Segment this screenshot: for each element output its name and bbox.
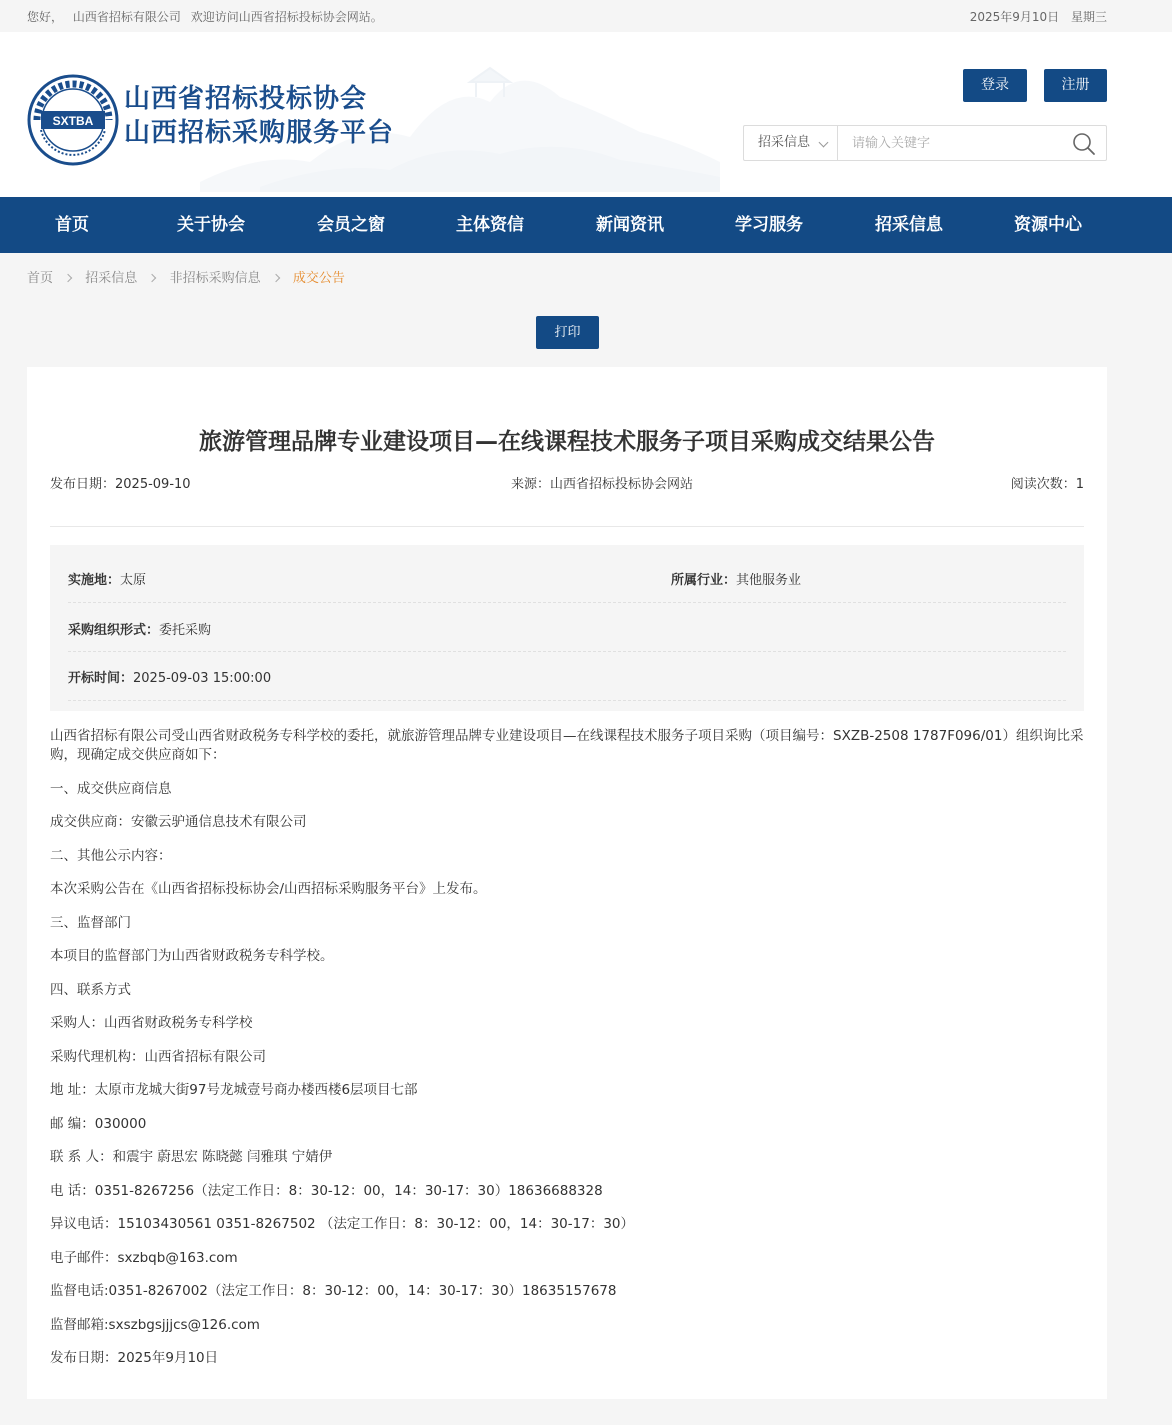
paragraph: 本次采购公告在《山西省招标投标协会/山西招标采购服务平台》上发布。	[50, 881, 487, 897]
main-nav	[0, 197, 1172, 253]
contact-postcode: 邮 编：030000	[50, 1116, 147, 1132]
login-button[interactable]: 登录	[963, 69, 1027, 102]
info-row-divider	[68, 602, 1066, 603]
breadcrumb-current: 成交公告	[292, 271, 345, 286]
current-date: 2025年9月10日	[969, 10, 1060, 24]
contact-purchaser: 采购人：山西省财政税务专科学校	[50, 1015, 253, 1031]
logo-abbreviation: SXTBA	[52, 114, 94, 128]
closing-publish-date: 发布日期：2025年9月10日	[50, 1350, 219, 1366]
contact-address: 地 址：太原市龙城大街97号龙城壹号商办楼西楼6层项目七部	[50, 1082, 418, 1098]
source-label: 来源：	[511, 477, 551, 492]
current-weekday: 星期三	[1070, 10, 1107, 24]
user-company: 山西省招标有限公司	[72, 10, 181, 24]
search-icon[interactable]	[1072, 132, 1096, 156]
info-row-divider	[68, 700, 1066, 701]
register-button[interactable]: 注册	[1044, 69, 1107, 102]
contact-objection-phone: 异议电话：15103430561 0351-8267502 （法定工作日：8：30-12：00，14：30-17：30）	[50, 1216, 634, 1232]
info-org-form-value: 委托采购	[159, 623, 212, 638]
contact-agency: 采购代理机构：山西省招标有限公司	[50, 1049, 266, 1065]
info-location-value: 太原	[120, 573, 147, 588]
chevron-down-icon	[819, 138, 829, 148]
site-title-line1: 山西省招标投标协会	[124, 84, 368, 114]
welcome-text	[27, 8, 389, 25]
chevron-right-icon	[148, 274, 156, 282]
top-bar	[0, 0, 1172, 32]
section-heading: 二、其他公示内容：	[50, 848, 172, 864]
contact-phone: 电 话：0351-8267256（法定工作日：8：30-12：00，14：30-17：30）18636688328	[50, 1183, 603, 1199]
info-location-label: 实施地：	[68, 573, 121, 588]
section-heading: 一、成交供应商信息	[50, 781, 172, 797]
search-bar	[743, 125, 1107, 161]
site-title[interactable]	[124, 82, 394, 150]
chevron-right-icon	[64, 274, 72, 282]
site-title-line2: 山西招标采购服务平台	[124, 118, 395, 148]
info-industry-value: 其他服务业	[736, 573, 802, 588]
article-panel	[27, 367, 1107, 1399]
info-open-time-label: 开标时间：	[68, 671, 134, 686]
info-location	[68, 569, 146, 588]
publish-date-label: 发布日期：	[50, 477, 116, 492]
article-intro: 山西省招标有限公司受山西省财政税务专科学校的委托，就旅游管理品牌专业建设项目—在线课程技术服务子项目采购（项目编号：SXZB-2508 1787F096/01）组织询比采购，现确定成交供应商如下：	[50, 728, 1084, 763]
source-value: 山西省招标投标协会网站	[550, 477, 694, 492]
nav-item-home[interactable]: 首页	[55, 215, 89, 235]
nav-item-news[interactable]: 新闻资讯	[596, 215, 664, 235]
info-org-form-label: 采购组织形式：	[68, 623, 160, 638]
info-org-form	[68, 619, 211, 638]
views-label: 阅读次数：	[1010, 477, 1076, 492]
breadcrumb-non-tender[interactable]: 非招标采购信息	[169, 271, 261, 286]
info-industry-label: 所属行业：	[671, 573, 737, 588]
nav-item-members[interactable]: 会员之窗	[317, 215, 385, 235]
breadcrumb-home[interactable]: 首页	[27, 271, 54, 286]
info-row-divider	[68, 651, 1066, 652]
publish-date-value: 2025-09-10	[115, 477, 191, 492]
info-open-time-value: 2025-09-03 15:00:00	[133, 671, 272, 686]
nav-item-credit[interactable]: 主体资信	[456, 215, 524, 235]
project-info-box	[50, 545, 1084, 711]
article-title: 旅游管理品牌专业建设项目—在线课程技术服务子项目采购成交结果公告	[199, 429, 935, 455]
info-industry	[671, 569, 801, 588]
paragraph: 成交供应商：安徽云驴通信息技术有限公司	[50, 814, 307, 830]
nav-item-resources[interactable]: 资源中心	[1014, 215, 1082, 235]
breadcrumb	[27, 267, 345, 286]
search-category-select[interactable]	[744, 126, 838, 160]
divider	[50, 526, 1084, 527]
views-count: 1	[1075, 477, 1084, 492]
contact-email: 电子邮件：sxzbqb@163.com	[50, 1250, 238, 1266]
print-button[interactable]: 打印	[536, 316, 599, 349]
nav-item-procurement[interactable]: 招采信息	[875, 215, 943, 235]
contact-supervision-email: 监督邮箱:sxszbgsjjjcs@126.com	[50, 1317, 260, 1333]
info-open-time	[68, 667, 271, 686]
section-heading: 四、联系方式	[50, 982, 131, 998]
nav-item-learning[interactable]: 学习服务	[735, 215, 803, 235]
publish-date-meta	[50, 473, 191, 492]
search-input[interactable]	[840, 126, 1060, 160]
contact-persons: 联 系 人：和震宇 蔚思宏 陈晓懿 闫雅琪 宁婧伊	[50, 1149, 333, 1165]
search-category-label: 招采信息	[758, 135, 811, 150]
paragraph: 本项目的监督部门为山西省财政税务专科学校。	[50, 948, 334, 964]
contact-supervision-phone: 监督电话:0351-8267002（法定工作日：8：30-12：00，14：30-17：30）18635157678	[50, 1283, 617, 1299]
site-header	[0, 32, 1172, 197]
source-meta	[511, 473, 693, 492]
welcome-message: 欢迎访问山西省招标投标协会网站。	[190, 10, 383, 24]
breadcrumb-procurement[interactable]: 招采信息	[85, 271, 138, 286]
date-display	[962, 8, 1107, 25]
association-logo[interactable]	[27, 74, 119, 166]
section-heading: 三、监督部门	[50, 915, 131, 931]
greeting: 您好，	[27, 10, 64, 24]
chevron-right-icon	[272, 274, 280, 282]
nav-item-about[interactable]: 关于协会	[177, 215, 245, 235]
views-meta	[1011, 473, 1084, 492]
